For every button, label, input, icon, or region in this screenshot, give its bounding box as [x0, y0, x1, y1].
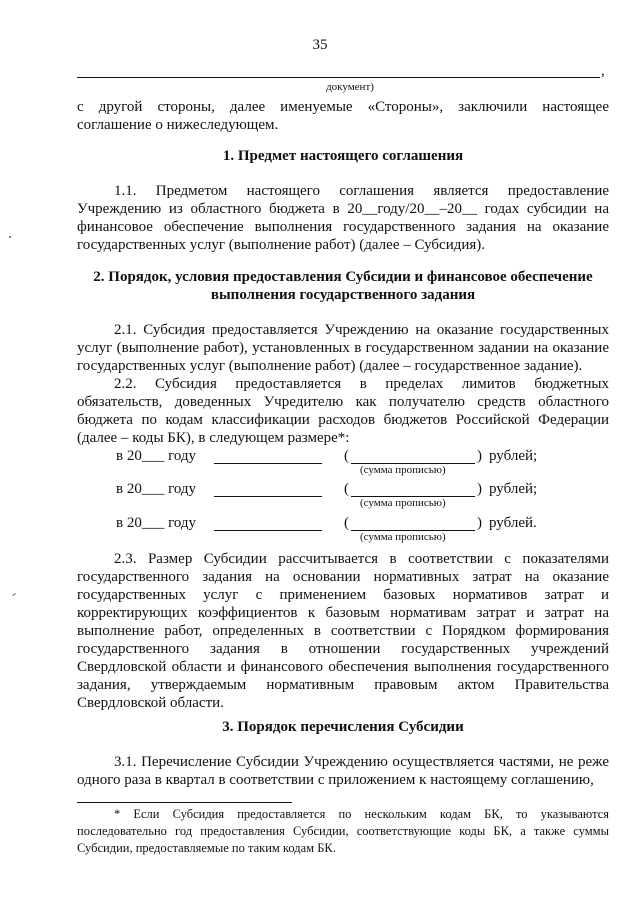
p21-line-1: 2.1. Субсидия предоставляется Учреждению на оказание государственных: [114, 322, 609, 338]
amount-row-3-unit: рублей.: [489, 515, 537, 531]
p23-line-9: Свердловской области.: [77, 695, 224, 711]
p23-line-4: корректирующих коэффициентов к базовым нормативам затрат и затрат на: [77, 605, 609, 621]
p23-line-5: выполнение работ, определенных в соответствии с Порядком формирования: [77, 623, 609, 639]
top-fill-line: [77, 77, 600, 78]
top-trailing-comma: ,: [601, 63, 605, 79]
p23-line-2: государственного задания на основании нормативных затрат на оказание: [77, 569, 609, 585]
section-2-heading-line-2: выполнения государственного задания: [210, 287, 476, 303]
amount-row-2-close-paren: ): [477, 481, 482, 497]
amount-row-3-sum-blank: [214, 530, 322, 531]
amount-row-1-close-paren: ): [477, 448, 482, 464]
p22-line-3: бюджета по кодам классификации расходов бюджетов Российской Федерации: [77, 412, 609, 428]
section-1-heading: 1. Предмет настоящего соглашения: [222, 148, 464, 164]
amount-row-2-sum-blank: [214, 496, 322, 497]
amount-row-3-caption: (сумма прописью): [360, 531, 446, 543]
section-3-heading: 3. Порядок перечисления Субсидии: [222, 719, 464, 735]
p23-line-6: государственного задания в отношении государственных учреждений: [77, 641, 609, 657]
top-caption: документ): [326, 81, 374, 93]
p21-line-2: услуг (выполнение работ), установленных в государственном задании на оказание: [77, 340, 609, 356]
section-1-line-4: государственных услуг (выполнение работ) (далее – Субсидия).: [77, 237, 486, 253]
section-1-line-1: 1.1. Предметом настоящего соглашения является предоставление: [114, 183, 609, 199]
section-3-line-2: одного раза в квартал в соответствии с приложением к настоящему соглашению,: [77, 772, 594, 788]
amount-row-2-open-paren: (: [344, 481, 349, 497]
footnote-line-1: * Если Субсидия предоставляется по нескольким кодам БК, то указываются: [114, 807, 609, 821]
p23-line-3: государственных услуг с применением базовых нормативов затрат и: [77, 587, 609, 603]
p21-line-3: государственных услуг (выполнение работ) (далее – государственное задание).: [77, 358, 583, 374]
p23-line-1: 2.3. Размер Субсидии рассчитывается в соответствии с показателями: [114, 551, 609, 567]
amount-row-3-open-paren: (: [344, 515, 349, 531]
amount-row-2-unit: рублей;: [489, 481, 538, 497]
amount-row-2-year: в 20___ году: [116, 481, 197, 497]
scan-speck: [9, 236, 11, 238]
section-2-heading-line-1: 2. Порядок, условия предоставления Субсидии и финансовое обеспечение: [93, 269, 593, 285]
intro-line-2: соглашение о нижеследующем.: [77, 117, 279, 133]
amount-row-1-open-paren: (: [344, 448, 349, 464]
amount-row-1-year: в 20___ году: [116, 448, 197, 464]
footnote-separator: [77, 802, 292, 803]
section-3-line-1: 3.1. Перечисление Субсидии Учреждению осуществляется частями, не реже: [114, 754, 609, 770]
amount-row-2-caption: (сумма прописью): [360, 497, 446, 509]
amount-row-3-year: в 20___ году: [116, 515, 197, 531]
footnote-line-2: последовательно год предоставления Субсидии, соответствующие коды БК, а также суммы: [77, 824, 609, 838]
amount-row-3-close-paren: ): [477, 515, 482, 531]
scan-speck: [12, 593, 16, 596]
intro-line-1: с другой стороны, далее именуемые «Стороны», заключили настоящее: [77, 99, 609, 115]
p23-line-8: задания, утверждаемым нормативным правовым актом Правительства: [77, 677, 609, 693]
p23-line-7: Свердловской области и финансового обеспечения выполнения государственного: [77, 659, 609, 675]
amount-row-1-unit: рублей;: [489, 448, 538, 464]
footnote-line-3: Субсидии, предоставляемые по таким кодам БК.: [77, 841, 336, 855]
p22-line-2: обязательств, доведенных Учредителю как получателю средств областного: [77, 394, 609, 410]
amount-row-1-sum-blank: [214, 463, 322, 464]
amount-row-1-caption: (сумма прописью): [360, 464, 446, 476]
p22-line-4: (далее – коды БК), в следующем размере*:: [77, 430, 350, 446]
section-1-line-2: Учреждению из областного бюджета в 20__году/20__–20__ годах субсидии на: [77, 201, 609, 217]
section-1-line-3: финансовое обеспечение выполнения государственного задания на оказание: [77, 219, 609, 235]
p22-line-1: 2.2. Субсидия предоставляется в пределах лимитов бюджетных: [114, 376, 609, 392]
page-number: 35: [312, 37, 328, 53]
